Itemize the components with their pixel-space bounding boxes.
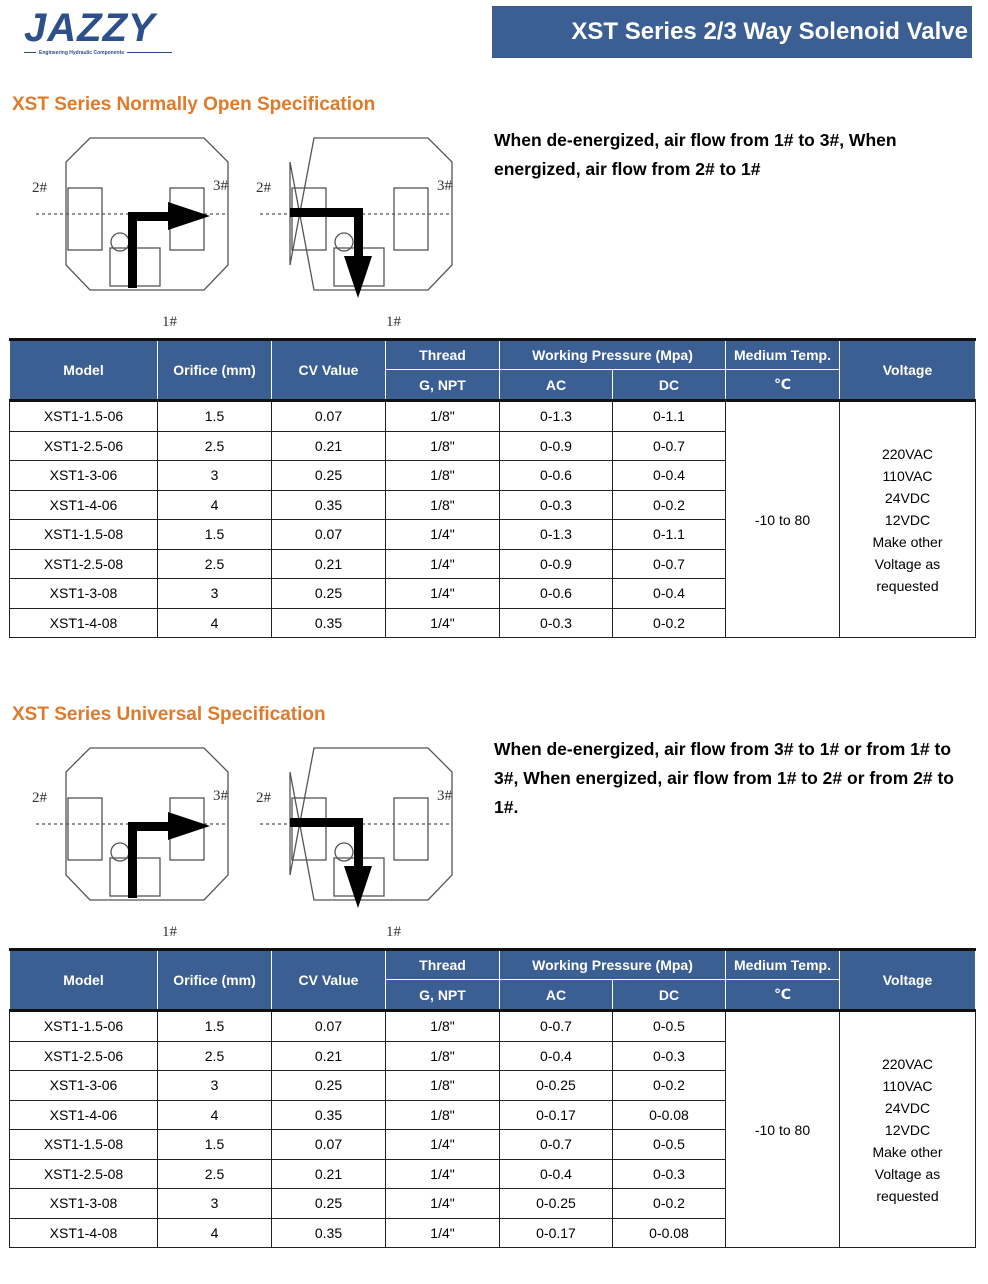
- cell-model: XST1-4-08: [10, 1218, 158, 1248]
- cell-orifice: 4: [158, 1218, 272, 1248]
- cell-ac: 0-0.7: [500, 1011, 613, 1042]
- cell-ac: 0-0.3: [500, 608, 613, 638]
- header-dc: DC: [613, 370, 726, 401]
- cell-model: XST1-1.5-06: [10, 1011, 158, 1042]
- header-orifice: Orifice (mm): [158, 950, 272, 1011]
- header-temp-unit: ℃: [726, 980, 840, 1011]
- cell-model: XST1-4-06: [10, 490, 158, 520]
- cell-thread: 1/8": [386, 1071, 500, 1101]
- voltage-line: Make other: [872, 1143, 943, 1160]
- logo-wordmark: JAZZY: [24, 6, 156, 50]
- section-title-normally-open: XST Series Normally Open Specification: [12, 94, 376, 115]
- section-title-universal: XST Series Universal Specification: [12, 704, 326, 725]
- cell-orifice: 4: [158, 1100, 272, 1130]
- cell-ac: 0-1.3: [500, 520, 613, 550]
- cell-dc: 0-1.1: [613, 520, 726, 550]
- cell-cv: 0.07: [272, 1130, 386, 1160]
- cell-dc: 0-0.2: [613, 608, 726, 638]
- cell-cv: 0.25: [272, 579, 386, 609]
- voltage-line: 110VAC: [882, 467, 933, 484]
- cell-voltage: [840, 401, 976, 638]
- cell-model: XST1-4-06: [10, 1100, 158, 1130]
- logo-tagline: Engineering Hydraulic Components: [36, 50, 127, 56]
- header-thread-sub: G, NPT: [386, 980, 500, 1011]
- cell-cv: 0.35: [272, 608, 386, 638]
- cell-thread: 1/8": [386, 431, 500, 461]
- cell-dc: 0-0.3: [613, 1159, 726, 1189]
- cell-ac: 0-0.4: [500, 1041, 613, 1071]
- cell-model: XST1-1.5-08: [10, 1130, 158, 1160]
- cell-orifice: 2.5: [158, 431, 272, 461]
- header-thread: Thread: [386, 340, 500, 370]
- voltage-line: 110VAC: [882, 1077, 933, 1094]
- cell-thread: 1/8": [386, 1041, 500, 1071]
- cell-cv: 0.07: [272, 520, 386, 550]
- cell-medium-temp: -10 to 80: [726, 1011, 840, 1248]
- cell-ac: 0-0.17: [500, 1218, 613, 1248]
- cell-dc: 0-0.08: [613, 1218, 726, 1248]
- cell-model: XST1-2.5-06: [10, 431, 158, 461]
- voltage-line: 220VAC: [881, 445, 934, 462]
- port-3-label: 3#: [213, 788, 228, 804]
- cell-model: XST1-3-08: [10, 579, 158, 609]
- cell-dc: 0-0.2: [613, 490, 726, 520]
- page-title-banner: XST Series 2/3 Way Solenoid Valve: [492, 6, 972, 58]
- cell-orifice: 4: [158, 608, 272, 638]
- voltage-line: 24VDC: [884, 1099, 931, 1116]
- cell-model: XST1-3-06: [10, 461, 158, 491]
- header-cv: CV Value: [272, 950, 386, 1011]
- cell-thread: 1/4": [386, 608, 500, 638]
- voltage-line: Voltage as: [874, 555, 941, 572]
- cell-dc: 0-0.5: [613, 1011, 726, 1042]
- cell-ac: 0-0.4: [500, 1159, 613, 1189]
- cell-dc: 0-0.5: [613, 1130, 726, 1160]
- cell-model: XST1-3-06: [10, 1071, 158, 1101]
- port-1-label: 1#: [162, 924, 177, 940]
- spec-table-body: [10, 401, 976, 638]
- header-temp: Medium Temp.: [726, 950, 840, 980]
- cell-dc: 0-0.3: [613, 1041, 726, 1071]
- cell-orifice: 4: [158, 490, 272, 520]
- port-3-label: 3#: [213, 178, 228, 194]
- cell-dc: 0-0.4: [613, 579, 726, 609]
- valve-diagram-normally-open: [28, 130, 468, 330]
- cell-thread: 1/4": [386, 579, 500, 609]
- section-description-normally-open: When de-energized, air flow from 1# to 3#, When energized, air flow from 2# to 1#: [494, 130, 897, 179]
- cell-ac: 0-0.17: [500, 1100, 613, 1130]
- voltage-line: Make other: [872, 533, 943, 550]
- valve-diagram-universal: [28, 740, 468, 940]
- cell-thread: 1/4": [386, 1189, 500, 1219]
- valve-diagram-svg: [28, 740, 468, 940]
- cell-cv: 0.21: [272, 431, 386, 461]
- cell-ac: 0-0.3: [500, 490, 613, 520]
- cell-dc: 0-0.2: [613, 1071, 726, 1101]
- header-voltage: Voltage: [840, 950, 976, 1011]
- cell-orifice: 1.5: [158, 1011, 272, 1042]
- cell-dc: 0-0.2: [613, 1189, 726, 1219]
- cell-model: XST1-2.5-08: [10, 549, 158, 579]
- cell-cv: 0.07: [272, 1011, 386, 1042]
- cell-orifice: 1.5: [158, 1130, 272, 1160]
- cell-dc: 0-0.7: [613, 431, 726, 461]
- voltage-line: Voltage as: [874, 1165, 941, 1182]
- cell-model: XST1-2.5-06: [10, 1041, 158, 1071]
- voltage-line: requested: [876, 1187, 939, 1204]
- cell-cv: 0.21: [272, 1041, 386, 1071]
- cell-ac: 0-0.7: [500, 1130, 613, 1160]
- cell-ac: 0-0.9: [500, 549, 613, 579]
- spec-table-universal: [9, 948, 976, 1248]
- port-2-label: 2#: [32, 180, 47, 196]
- port-3-label-b: 3#: [437, 178, 452, 194]
- cell-medium-temp: -10 to 80: [726, 401, 840, 638]
- cell-ac: 0-0.25: [500, 1071, 613, 1101]
- header-pressure: Working Pressure (Mpa): [500, 340, 726, 370]
- cell-cv: 0.25: [272, 1071, 386, 1101]
- cell-cv: 0.35: [272, 1218, 386, 1248]
- port-2-label: 2#: [32, 790, 47, 806]
- cell-cv: 0.35: [272, 490, 386, 520]
- header-thread: Thread: [386, 950, 500, 980]
- cell-model: XST1-4-08: [10, 608, 158, 638]
- cell-cv: 0.21: [272, 1159, 386, 1189]
- cell-cv: 0.21: [272, 549, 386, 579]
- voltage-line: 24VDC: [884, 489, 931, 506]
- cell-orifice: 3: [158, 1071, 272, 1101]
- voltage-line: 12VDC: [884, 1121, 931, 1138]
- port-3-label-b: 3#: [437, 788, 452, 804]
- cell-dc: 0-0.08: [613, 1100, 726, 1130]
- cell-thread: 1/4": [386, 520, 500, 550]
- port-1-label: 1#: [162, 314, 177, 330]
- cell-thread: 1/4": [386, 1218, 500, 1248]
- cell-cv: 0.25: [272, 461, 386, 491]
- cell-orifice: 2.5: [158, 549, 272, 579]
- cell-dc: 0-1.1: [613, 401, 726, 432]
- cell-dc: 0-0.4: [613, 461, 726, 491]
- cell-model: XST1-1.5-08: [10, 520, 158, 550]
- port-2-label-b: 2#: [256, 180, 271, 196]
- cell-model: XST1-2.5-08: [10, 1159, 158, 1189]
- cell-thread: 1/4": [386, 1159, 500, 1189]
- table-row: [10, 1011, 976, 1042]
- section-description-universal: When de-energized, air flow from 3# to 1# or from 1# to 3#, When energized, air flow from 1# to 2# or from 2# to 1#.: [494, 739, 954, 817]
- cell-orifice: 1.5: [158, 520, 272, 550]
- cell-thread: 1/8": [386, 401, 500, 432]
- header-ac: AC: [500, 980, 613, 1011]
- cell-ac: 0-0.25: [500, 1189, 613, 1219]
- voltage-line: 220VAC: [881, 1055, 934, 1072]
- cell-model: XST1-3-08: [10, 1189, 158, 1219]
- cell-orifice: 3: [158, 461, 272, 491]
- header-voltage: Voltage: [840, 340, 976, 401]
- cell-ac: 0-0.6: [500, 461, 613, 491]
- valve-diagram-svg: [28, 130, 468, 330]
- header-thread-sub: G, NPT: [386, 370, 500, 401]
- port-1-label-b: 1#: [386, 924, 401, 940]
- header-orifice: Orifice (mm): [158, 340, 272, 401]
- cell-ac: 0-1.3: [500, 401, 613, 432]
- cell-thread: 1/8": [386, 490, 500, 520]
- cell-model: XST1-1.5-06: [10, 401, 158, 432]
- cell-ac: 0-0.9: [500, 431, 613, 461]
- cell-cv: 0.07: [272, 401, 386, 432]
- header-ac: AC: [500, 370, 613, 401]
- cell-thread: 1/4": [386, 1130, 500, 1160]
- header-pressure: Working Pressure (Mpa): [500, 950, 726, 980]
- header-temp: Medium Temp.: [726, 340, 840, 370]
- header-cv: CV Value: [272, 340, 386, 401]
- header-temp-unit: ℃: [726, 370, 840, 401]
- voltage-line: requested: [876, 577, 939, 594]
- spec-table-body: [10, 1011, 976, 1248]
- voltage-line: 12VDC: [884, 511, 931, 528]
- cell-thread: 1/8": [386, 1100, 500, 1130]
- cell-orifice: 3: [158, 579, 272, 609]
- cell-thread: 1/8": [386, 1011, 500, 1042]
- cell-orifice: 3: [158, 1189, 272, 1219]
- cell-dc: 0-0.7: [613, 549, 726, 579]
- cell-voltage: [840, 1011, 976, 1248]
- port-1-label-b: 1#: [386, 314, 401, 330]
- jazzy-logo: [24, 8, 174, 60]
- cell-thread: 1/8": [386, 461, 500, 491]
- header-model: Model: [10, 950, 158, 1011]
- cell-cv: 0.25: [272, 1189, 386, 1219]
- cell-orifice: 2.5: [158, 1041, 272, 1071]
- cell-cv: 0.35: [272, 1100, 386, 1130]
- cell-orifice: 1.5: [158, 401, 272, 432]
- port-2-label-b: 2#: [256, 790, 271, 806]
- cell-ac: 0-0.6: [500, 579, 613, 609]
- header-model: Model: [10, 340, 158, 401]
- cell-orifice: 2.5: [158, 1159, 272, 1189]
- spec-table-normally-open: [9, 338, 976, 638]
- table-row: [10, 401, 976, 432]
- header-dc: DC: [613, 980, 726, 1011]
- cell-thread: 1/4": [386, 549, 500, 579]
